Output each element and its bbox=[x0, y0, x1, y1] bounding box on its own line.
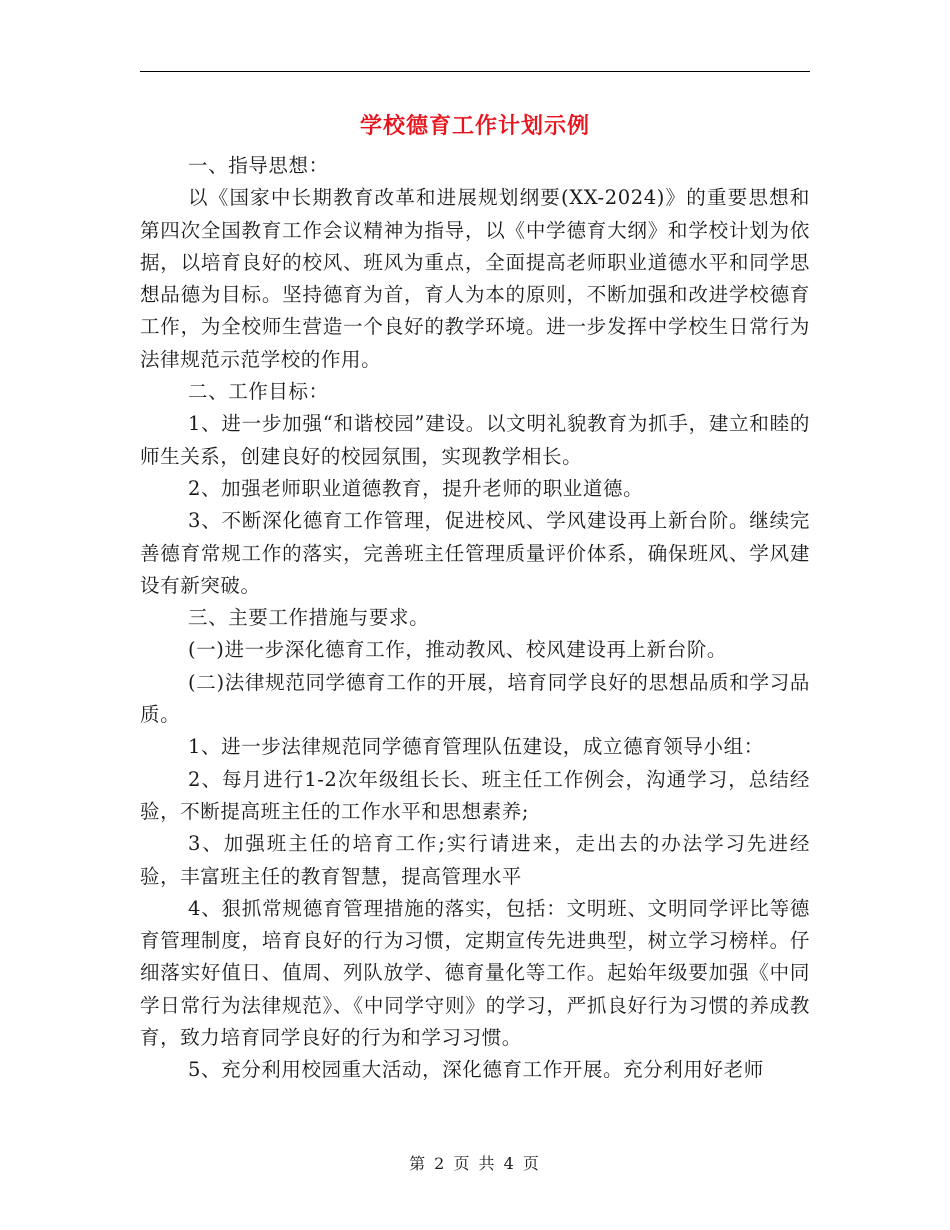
measure-item-1: 1、进一步法律规范同学德育管理队伍建设，成立德育领导小组： bbox=[188, 735, 764, 759]
document-title: 学校德育工作计划示例 bbox=[359, 113, 590, 139]
paragraph-guiding-ideology: 以《国家中长期教育改革和进展规划纲要(XX-2024)》的重要思想和第四次全国教育工作会议精神为指导，以《中学德育大纲》和学校计划为依据，以培育良好的校风、班风为重点，全面提高老师职业道德水平和同学思想品德为目标。坚持德育为首，育人为本的原则，不断加强和改进学校德育工作，为全校师生营造一个良好的教学环境。进一步发挥中学校生日常行为法律规范示范学校的作用。 bbox=[140, 186, 810, 371]
measure-item-2: 2、每月进行1-2次年级组长长、班主任工作例会，沟通学习，总结经验，不断提高班主任的工作水平和思想素养; bbox=[140, 767, 810, 823]
page-number-footer: 第 2 页 共 4 页 bbox=[409, 1154, 541, 1173]
goal-item-1: 1、进一步加强“和谐校园”建设。以文明礼貌教育为抓手，建立和睦的师生关系，创建良好的校园氛围，实现教学相长。 bbox=[140, 412, 810, 468]
goal-item-2: 2、加强老师职业道德教育，提升老师的职业道德。 bbox=[188, 476, 644, 500]
measure-item-3: 3、加强班主任的培育工作;实行请进来，走出去的办法学习先进经验，丰富班主任的教育智慧，提高管理水平 bbox=[140, 832, 810, 888]
heading-main-measures: 三、主要工作措施与要求。 bbox=[188, 606, 430, 630]
header-rule bbox=[140, 71, 810, 72]
goal-item-3: 3、不断深化德育工作管理，促进校风、学风建设再上新台阶。继续完善德育常规工作的落实，完善班主任管理质量评价体系，确保班风、学风建设有新突破。 bbox=[140, 509, 810, 597]
measure-item-4: 4、狠抓常规德育管理措施的落实，包括：文明班、文明同学评比等德育管理制度，培育良好的行为习惯，定期宣传先进典型，树立学习榜样。仔细落实好值日、值周、列队放学、德育量化等工作。起始年级要加强《中同学日常行为法律规范》、《中同学守则》的学习，严抓良好行为习惯的养成教育，致力培育同学良好的行为和学习习惯。 bbox=[140, 896, 810, 1050]
measure-section-1: (一)进一步深化德育工作，推动教风、校风建设再上新台阶。 bbox=[188, 638, 728, 662]
heading-work-goals: 二、工作目标： bbox=[188, 380, 329, 404]
measure-section-2: (二)法律规范同学德育工作的开展，培育同学良好的思想品质和学习品质。 bbox=[140, 670, 810, 727]
measure-item-5: 5、充分利用校园重大活动，深化德育工作开展。充分利用好老师 bbox=[188, 1058, 764, 1082]
heading-guiding-ideology: 一、指导思想： bbox=[188, 154, 329, 177]
document-body bbox=[140, 150, 810, 1087]
